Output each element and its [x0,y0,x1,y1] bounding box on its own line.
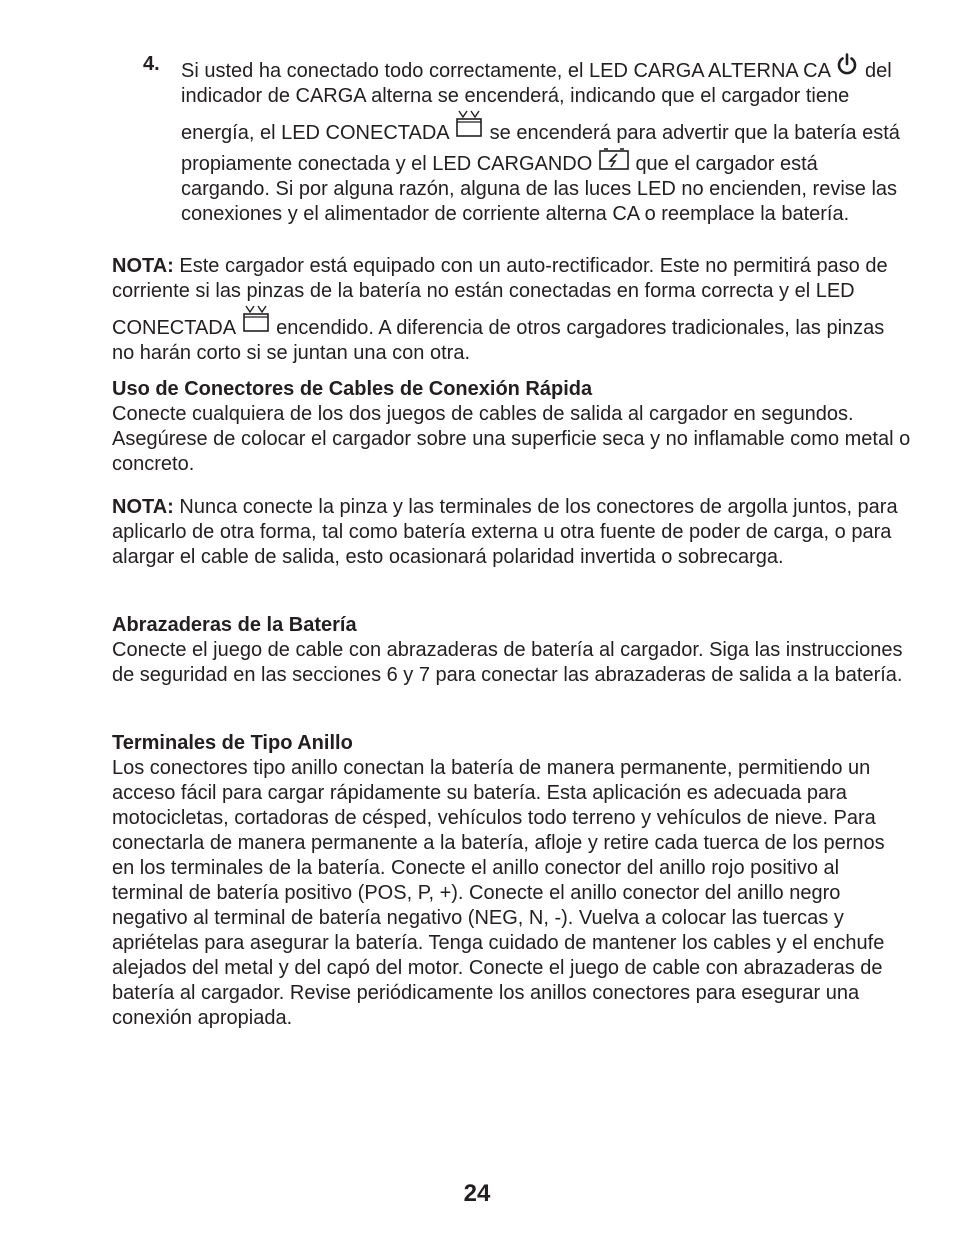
note-ring-terminals [112,495,912,570]
step-4-text-part-3: se encenderá para advertir que la batería está propiamente conectada y el LED CARGANDO [181,122,900,175]
step-4-text-part-4: que el cargador está cargando. Si por alguna razón, alguna de las luces LED no encienden, revise las conexiones y el alimentador de corriente alterna CA o reemplace la batería. [181,153,898,225]
section-heading: Uso de Conectores de Cables de Conexión Rápida [112,378,593,400]
step-4-text-part-2: del indicador de CARGA alterna se encenderá, indicando que el cargador tiene energía, el LED CONECTADA [181,60,892,144]
battery-connected-icon [454,109,484,139]
section-ring-terminals [112,731,912,1031]
step-4-text [181,52,911,227]
power-icon [835,52,859,77]
battery-connected-icon [241,304,271,334]
note-auto-rectifier [112,254,912,366]
page-number: 24 [463,1180,491,1207]
section-text: Los conectores tipo anillo conectan la batería de manera permanente, permitiendo un acceso fácil para cargar rápidamente su batería. Esta aplicación es adecuada para motocicletas, cortadoras de césped, vehículos todo terreno y vehículos de nieve. Para conectarla de manera permanente a la batería, afloje y retire cada tuerca de los pernos en los terminales de la batería. Conecte el anillo conector del anillo rojo positivo al terminal de batería positivo (POS, P, +). Conecte el anillo conector del anillo negro negativo al terminal de batería negativo (NEG, N, -). Vuelva a colocar las tuercas y apriételas para asegurar la batería. Tenga cuidado de mantener los cables y el enchufe alejados del metal y del capó del motor. Conecte el juego de cable con abrazaderas de batería al cargador. Revise periódicamente los anillos conectores para esegurar una conexión apropiada. [112,757,885,1029]
section-quick-connect [112,377,912,477]
section-text: Conecte cualquiera de los dos juegos de cables de salida al cargador en segundos. Asegúrese de colocar el cargador sobre una superficie seca y no inflamable como metal o concreto. [112,403,911,475]
note-label: NOTA: [112,255,174,277]
step-4-text-part-1: Si usted ha conectado todo correctamente, el LED CARGA ALTERNA CA [181,60,830,82]
note-text: Nunca conecte la pinza y las terminales de los conectores de argolla juntos, para aplicarlo de otra forma, tal como batería externa u otra fuente de poder de carga, o para alargar el cable de salida, esto ocasionará polaridad invertida o sobrecarga. [112,496,898,568]
note-text-part-1: Este cargador está equipado con un auto-rectificador. Este no permitirá paso de corriente si las pinzas de la batería no están conectadas en forma correcta y el LED CONECTADA [112,255,888,339]
section-battery-clamps [112,613,912,688]
section-heading: Terminales de Tipo Anillo [112,732,353,754]
battery-charging-icon [598,146,630,170]
step-number: 4. [143,53,160,75]
section-heading: Abrazaderas de la Batería [112,614,357,636]
note-label: NOTA: [112,496,174,518]
note-text-part-2: encendido. A diferencia de otros cargadores tradicionales, las pinzas no harán corto si se juntan una con otra. [112,317,885,364]
section-text: Conecte el juego de cable con abrazaderas de batería al cargador. Siga las instrucciones de seguridad en las secciones 6 y 7 para conectar las abrazaderas de salida a la batería. [112,639,903,686]
